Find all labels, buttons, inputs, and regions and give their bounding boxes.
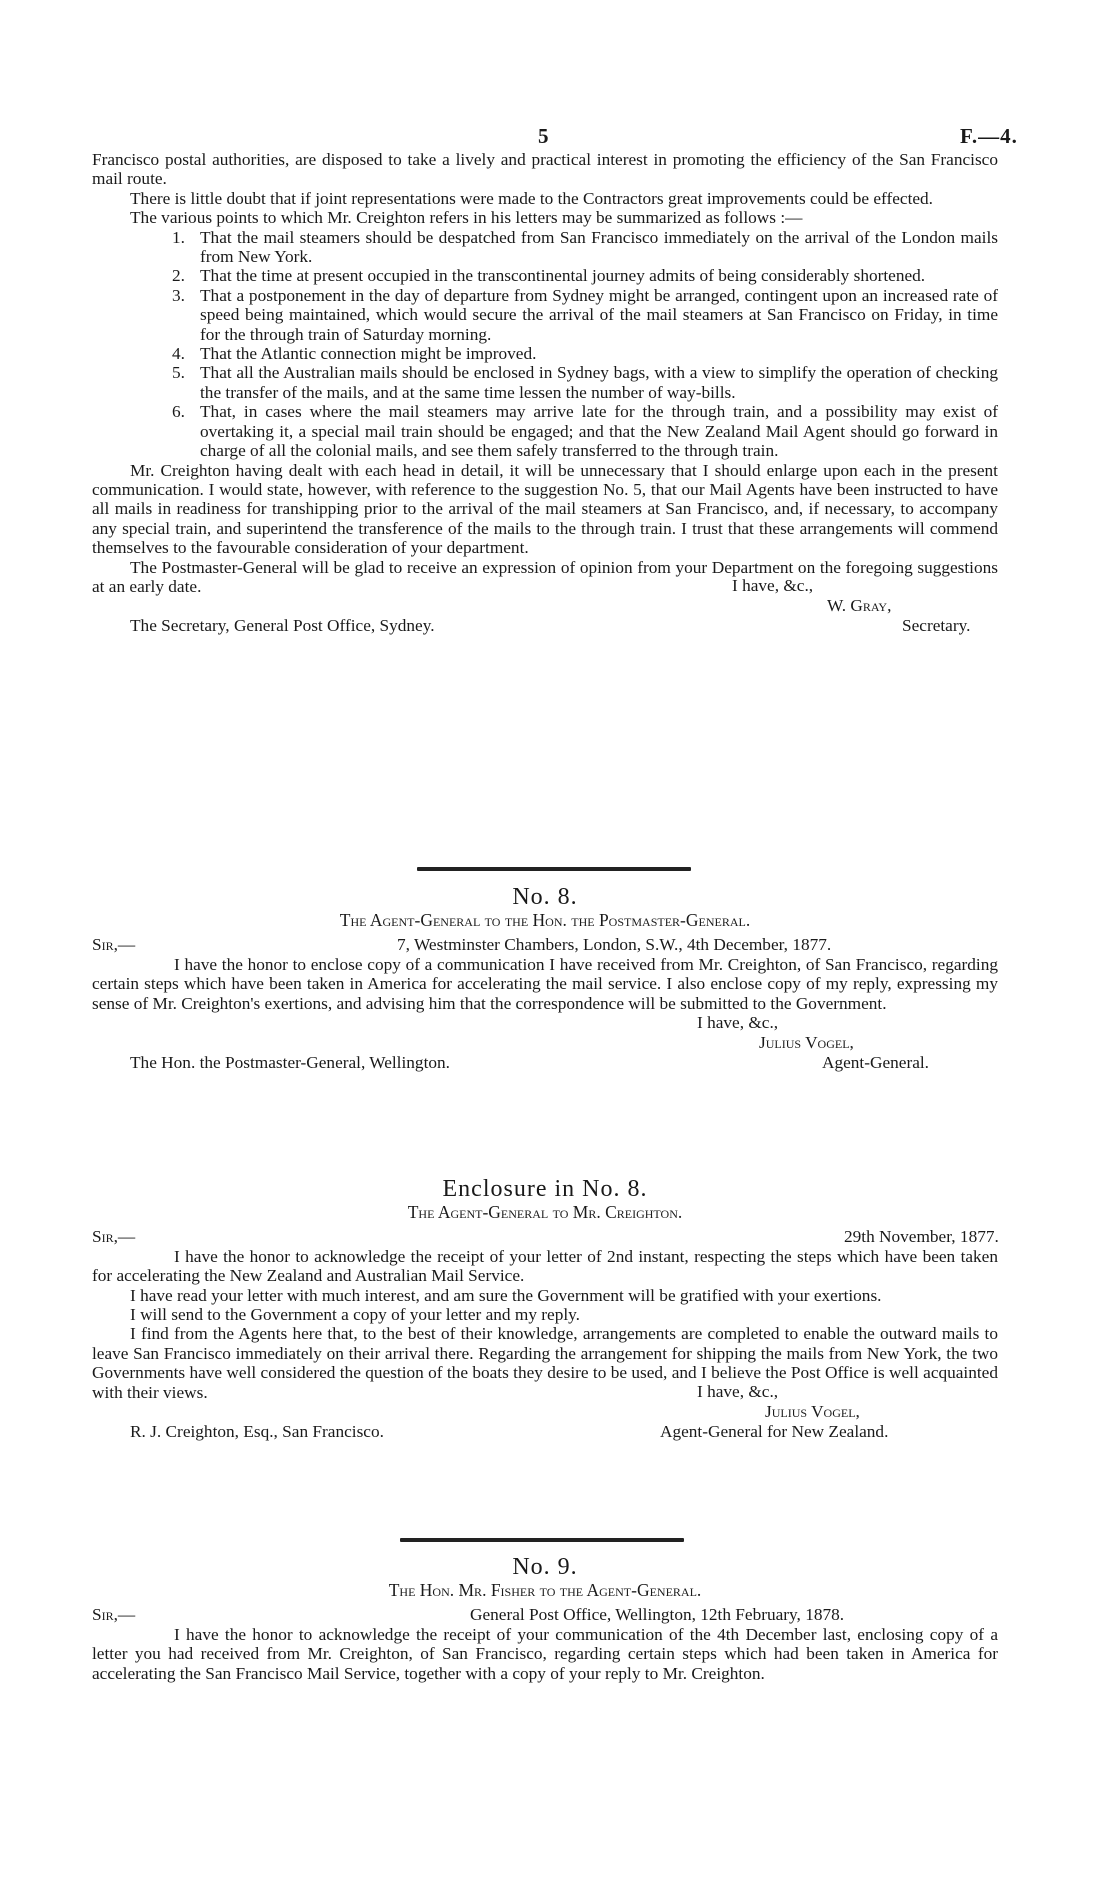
letter-date: 29th November, 1877. — [844, 1226, 999, 1246]
salutation: Sir,— — [92, 934, 136, 954]
sender-address: General Post Office, Wellington, 12th February, 1878. — [470, 1604, 845, 1624]
section-subheading: The Agent-General to the Hon. the Postmaster-General. — [339, 910, 751, 931]
list-item: 4. That the Atlantic connection might be improved. — [172, 344, 537, 364]
page-number: 5 — [538, 124, 549, 148]
section-heading: Enclosure in No. 8. — [442, 1176, 648, 1202]
closing-paragraph-2: The Postmaster-General will be glad to receive an expression of opinion from your Department on the foregoing suggestions at an early date. — [92, 557, 998, 596]
signatory-title: Agent-General. — [822, 1053, 929, 1073]
addressee: The Hon. the Postmaster-General, Wellington. — [130, 1053, 450, 1073]
enclosure-paragraph-3: I will send to the Government a copy of your letter and my reply. — [130, 1305, 580, 1325]
section-heading: No. 8. — [512, 884, 578, 910]
letter-no-8 — [92, 884, 998, 1073]
signatory-title: Secretary. — [902, 616, 971, 636]
list-item: 6. That, in cases where the mail steamers may arrive late for the through train, and a possibility may exist of overtaking it, a special mail train should be engaged; and that the New Zealand Mail Agent should go forward in charge of all the colonial mails, and see them safely transferred to the through train. — [172, 402, 998, 461]
salutation: Sir,— — [92, 1604, 136, 1624]
signatory-name: W. Gray, — [827, 596, 892, 616]
enclosure-paragraph-4: I find from the Agents here that, to the best of their knowledge, arrangements are completed to enable the outward mails to leave San Francisco immediately on their arrival there. Regarding the arrangement for shipping the mails from New York, the two Governments have well considered the question of the boats they desire to be used, and I believe the Post Office is well acquainted with their views. — [92, 1324, 998, 1402]
section-subheading: The Hon. Mr. Fisher to the Agent-General. — [388, 1580, 702, 1601]
list-item: 3. That a postponement in the day of departure from Sydney might be arranged, contingent upon an increased rate of speed being maintained, which would secure the arrival of the mail steamers at San Francisco on Friday, in time for the through train of Saturday morning. — [172, 285, 998, 344]
list-item: 1. That the mail steamers should be despatched from San Francisco immediately on the arrival of the London mails from New York. — [172, 227, 998, 267]
sender-address: 7, Westminster Chambers, London, S.W., 4th December, 1877. — [397, 934, 832, 954]
intro-paragraph-3: The various points to which Mr. Creighton refers in his letters may be summarized as follows :— — [130, 208, 803, 228]
enclosure-paragraph-1: I have the honor to acknowledge the receipt of your letter of 2nd instant, respecting the steps which have been taken for accelerating the New Zealand and Australian Mail Service. — [92, 1246, 998, 1286]
sign-off: I have, &c., — [732, 576, 814, 596]
letter-body: I have the honor to acknowledge the receipt of your communication of the 4th December last, enclosing copy of a letter you had received from Mr. Creighton, of San Francisco, regarding certain steps which had been taken in America for accelerating the San Francisco Mail Service, together with a copy of your reply to Mr. Creighton. — [92, 1624, 998, 1683]
enclosure-no-8 — [92, 1176, 999, 1442]
signatory-name: Julius Vogel, — [759, 1033, 854, 1053]
section-divider — [417, 867, 691, 871]
sign-off: I have, &c., — [697, 1013, 779, 1033]
section-divider — [400, 1538, 684, 1542]
intro-paragraph-2: There is little doubt that if joint representations were made to the Contractors great improvements could be effected. — [130, 188, 933, 208]
list-item: 5. That all the Australian mails should be enclosed in Sydney bags, with a view to simplify the operation of checking the transfer of the mails, and at the same time lessen the number of way-bills. — [172, 363, 998, 402]
signatory-name: Julius Vogel, — [765, 1402, 860, 1422]
letter-no-9 — [92, 1554, 998, 1683]
letter-body: I have the honor to enclose copy of a communication I have received from Mr. Creighton, of San Francisco, regarding certain steps which have been taken in America for accelerating the mail service. I also enclose copy of my reply, expressing my sense of Mr. Creighton's exertions, and advising him that the correspondence will be submitted to the Government. — [92, 954, 998, 1013]
section-subheading: The Agent-General to Mr. Creighton. — [407, 1202, 683, 1223]
addressee: R. J. Creighton, Esq., San Francisco. — [130, 1422, 384, 1442]
salutation: Sir,— — [92, 1226, 136, 1246]
points-list — [92, 228, 998, 461]
intro-paragraph-1: Francisco postal authorities, are disposed to take a lively and practical interest in promoting the efficiency of the San Francisco mail route. — [92, 150, 998, 189]
document-reference: F.—4. — [960, 124, 1018, 148]
letter-continuation — [92, 150, 998, 636]
addressee: The Secretary, General Post Office, Sydney. — [130, 616, 435, 636]
enclosure-paragraph-2: I have read your letter with much interest, and am sure the Government will be gratified with your exertions. — [130, 1285, 882, 1305]
section-heading: No. 9. — [512, 1554, 578, 1580]
closing-paragraph-1: Mr. Creighton having dealt with each head in detail, it will be unnecessary that I should enlarge upon each in the present communication. I would state, however, with reference to the suggestion No. 5, that our Mail Agents have been instructed to have all mails in readiness for transhipping prior to the arrival of the mail steamers at San Francisco, and, if necessary, to accompany any special train, and superintend the transference of the mails to the through train. I trust that these arrangements will commend themselves to the favourable consideration of your department. — [92, 460, 998, 558]
list-item: 2. That the time at present occupied in the transcontinental journey admits of being considerably shortened. — [172, 266, 926, 286]
sign-off: I have, &c., — [697, 1382, 779, 1402]
signatory-title: Agent-General for New Zealand. — [660, 1422, 889, 1442]
